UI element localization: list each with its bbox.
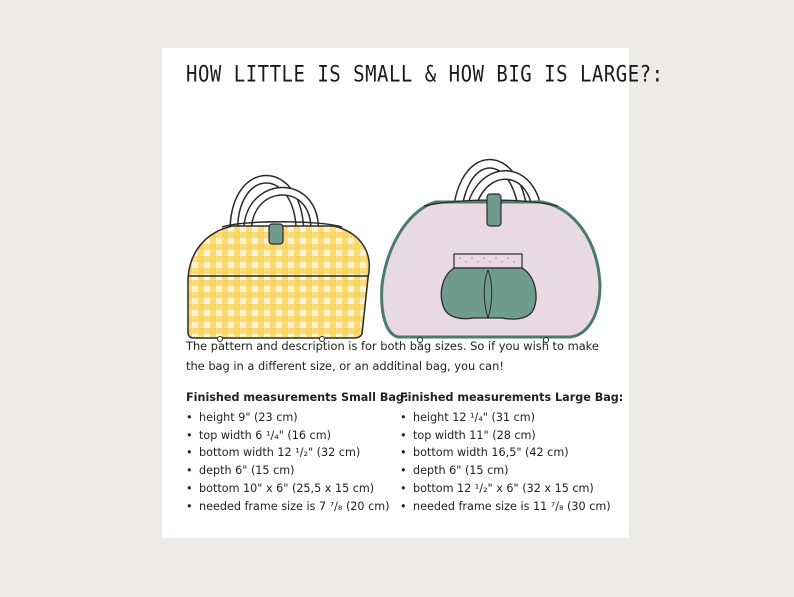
- list-item: • needed frame size is 11 ⁷/₈ (30 cm): [400, 499, 611, 513]
- list-item: • top width 11" (28 cm): [400, 428, 536, 442]
- list-item: • top width 6 ¹/₄" (16 cm): [186, 428, 331, 442]
- list-item: • bottom 10" x 6" (25,5 x 15 cm): [186, 481, 375, 495]
- list-item: • height 12 ¹/₄" (31 cm): [400, 411, 536, 424]
- bags-illustration: [162, 100, 629, 350]
- list-item: • needed frame size is 7 ⁷/₈ (20 cm): [186, 499, 390, 513]
- large-bag-icon: [382, 164, 600, 343]
- list-item: • depth 6" (15 cm): [186, 464, 295, 478]
- small-bag-heading: Finished measurements Small Bag:: [186, 391, 409, 404]
- list-item: • depth 6" (15 cm): [400, 464, 509, 478]
- small-bag-measurements: [186, 389, 409, 515]
- info-card: [162, 48, 664, 538]
- list-item: • bottom width 16,5" (42 cm): [400, 446, 569, 460]
- page-title: HOW LITTLE IS SMALL & HOW BIG IS LARGE?:: [186, 62, 664, 88]
- list-item: • height 9" (23 cm): [186, 411, 298, 424]
- list-item: • bottom 12 ¹/₂" x 6" (32 x 15 cm): [400, 481, 594, 495]
- intro-text: The pattern and description is for both bag sizes. So if you wish to make the bag in a different size, or an additinal bag, you can!: [186, 339, 599, 373]
- list-item: • bottom width 12 ¹/₂" (32 cm): [186, 446, 361, 460]
- small-bag-icon: [188, 179, 369, 341]
- large-bag-measurements: [400, 389, 625, 515]
- large-bag-heading: Finished measurements Large Bag:: [400, 391, 624, 404]
